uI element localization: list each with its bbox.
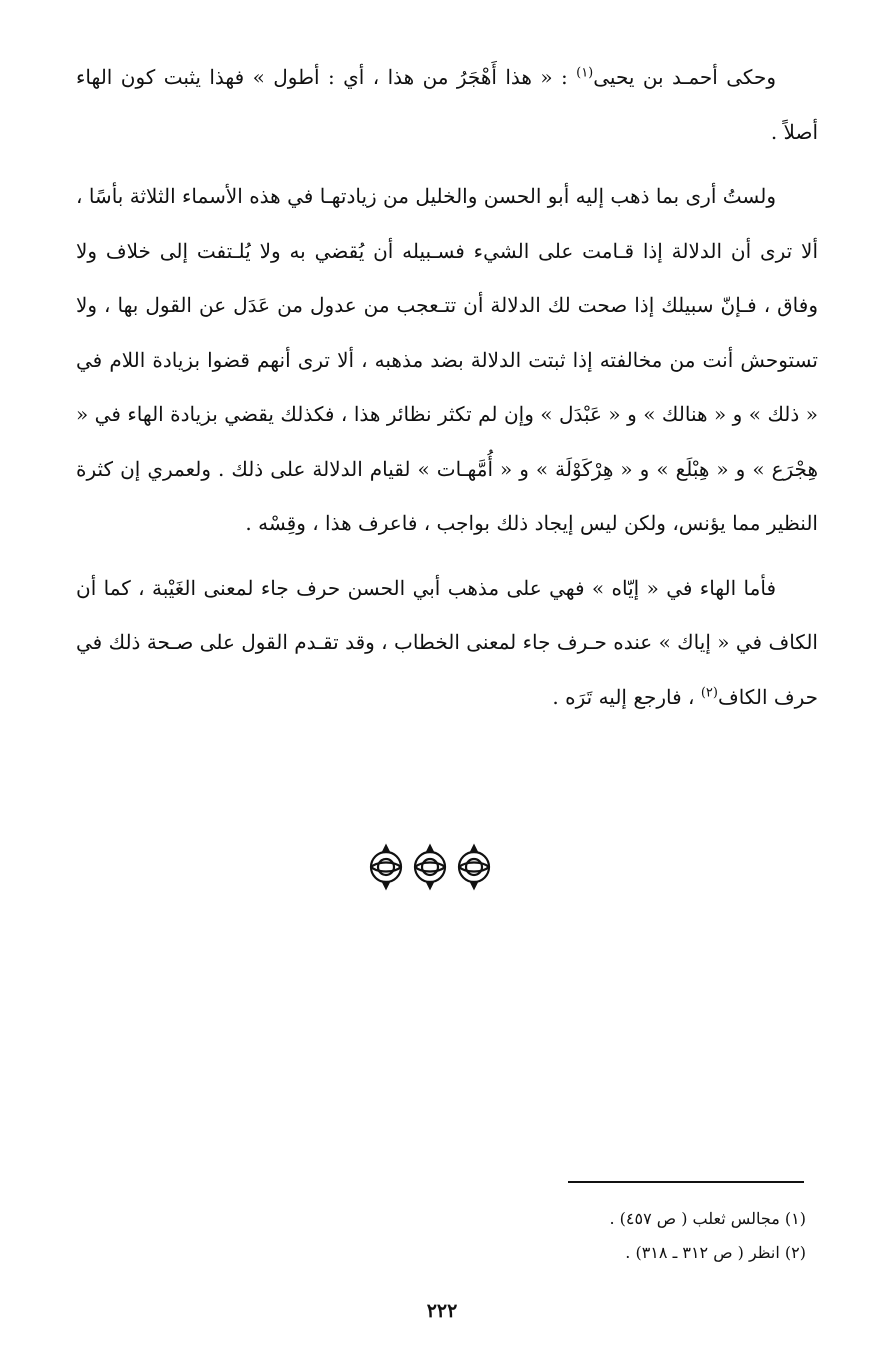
paragraph-3-text-start: فأما الهاء في « إيّاه » فهي على مذهب أبي الحسن حرف جاء لمعنى الغَيْبة ، كما أن الكاف في « إياك » عنده حـرف جاء لمعنى الخطاب ، وقد تقـدم القول على صـحة ذلك في حرف الكاف bbox=[76, 575, 818, 709]
paragraph-3-text-end: ، فارجع إليه تَرَه . bbox=[552, 684, 701, 709]
footnote-marker-2: (٢) bbox=[700, 684, 718, 700]
triple-rosette-ornament-icon bbox=[364, 843, 496, 891]
rosette-icon bbox=[371, 846, 401, 888]
main-text bbox=[76, 50, 818, 724]
paragraph-1 bbox=[76, 50, 818, 159]
footnote-separator bbox=[568, 1181, 804, 1183]
paragraph-1-text-start: وحكى أحمـد بن يحيى bbox=[593, 65, 776, 89]
rosette-icon bbox=[459, 846, 489, 888]
footnotes bbox=[406, 1202, 806, 1270]
footnote-2: (٢) انظر ( ص ٣١٢ ـ ٣١٨) . bbox=[625, 1243, 806, 1262]
paragraph-1-text-end: : « هذا أَهْجَرُ من هذا ، أي : أطول » فهذا يثبت كون الهاء أصلاً . bbox=[76, 65, 818, 144]
paragraph-2: ولستُ أرى بما ذهب إليه أبو الحسن والخليل من زيادتهـا في هذه الأسماء الثلاثة بأسًا ، ألا ترى أن الدلالة إذا قـامت على الشيء فسـبيله أن يُقضي به ولا يُلـتفت إلى خلاف ولا وفاق ، فـإنّ سبيلك إذا صحت لك الدلالة أن تتـعجب من عدول من عَدَل عن القول بها ، ولا تستوحش أنت من مخالفته إذا ثبتت الدلالة بضد مذهبه ، ألا ترى أنهم قضوا بزيادة اللام في « ذلك » و « هنالك » و « عَبْدَل » وإن لم تكثر نظائر هذا ، فكذلك يقضي بزيادة الهاء في « هِجْرَع » و « هِبْلَع » و « هِرْكَوْلَة » و « أُمَّهـات » لقيام الدلالة على ذلك . ولعمري إن كثرة النظير مما يؤنس، ولكن ليس إيجاد ذلك بواجب ، فاعرف هذا ، وقِسْه . bbox=[76, 184, 818, 535]
rosette-icon bbox=[415, 846, 445, 888]
page-number: ٢٢٢ bbox=[426, 1300, 458, 1322]
footnote-marker-1: (١) bbox=[576, 65, 594, 81]
paragraph-3 bbox=[76, 561, 818, 725]
footnote-1: (١) مجالس ثعلب ( ص ٤٥٧) . bbox=[609, 1209, 806, 1228]
